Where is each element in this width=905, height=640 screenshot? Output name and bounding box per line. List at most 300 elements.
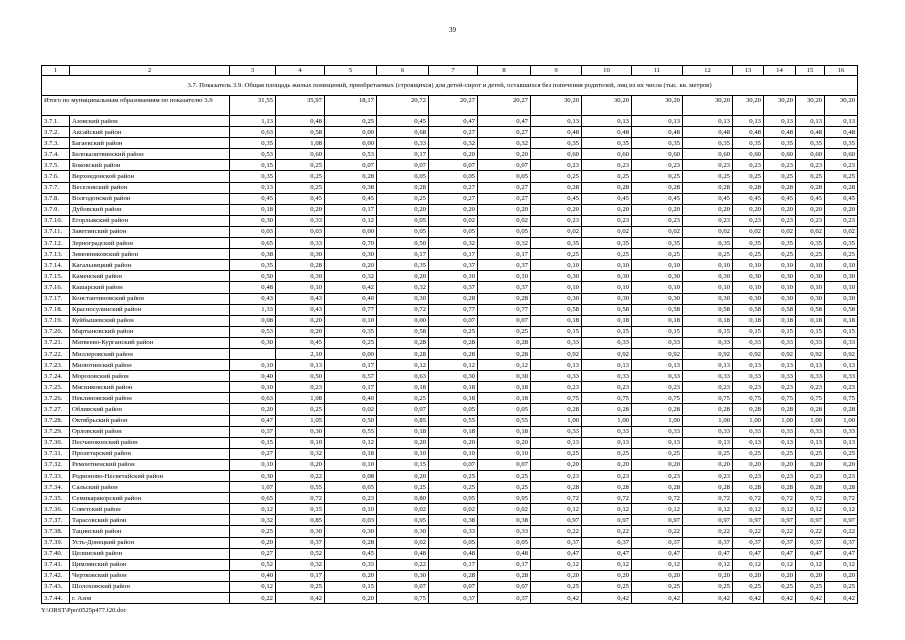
value-cell: 0,02	[582, 226, 632, 237]
header-cell: 6	[377, 66, 429, 76]
value-cell: 0,40	[230, 371, 276, 382]
total-value-cell: 30,20	[683, 96, 733, 116]
header-cell: 1	[42, 66, 70, 76]
value-cell: 0,12	[733, 504, 764, 515]
value-cell: 0,28	[429, 570, 478, 581]
value-cell: 0,47	[683, 548, 733, 559]
value-cell: 0,28	[377, 337, 429, 348]
value-cell: 0,25	[733, 249, 764, 260]
value-cell: 0,25	[429, 326, 478, 337]
value-cell: 0,28	[531, 182, 582, 193]
district-name: Кашарский район	[70, 282, 230, 293]
value-cell: 0,25	[764, 581, 796, 592]
district-name: Красносулинский район	[70, 304, 230, 315]
value-cell: 0,10	[796, 260, 825, 271]
value-cell: 0,60	[825, 149, 858, 160]
value-cell: 0,72	[683, 493, 733, 504]
value-cell: 0,30	[325, 249, 377, 260]
district-name: Целинский район	[70, 548, 230, 559]
value-cell: 0,95	[429, 493, 478, 504]
value-cell: 0,05	[478, 404, 531, 415]
value-cell: 0,42	[796, 593, 825, 604]
value-cell: 0,72	[582, 493, 632, 504]
value-cell: 0,18	[582, 315, 632, 326]
value-cell: 0,35	[230, 260, 276, 271]
value-cell: 0,58	[582, 304, 632, 315]
value-cell: 0,42	[733, 593, 764, 604]
value-cell: 0,30	[733, 271, 764, 282]
value-cell: 0,10	[825, 282, 858, 293]
value-cell: 0,00	[325, 127, 377, 138]
value-cell: 0,12	[429, 360, 478, 371]
value-cell: 0,25	[429, 482, 478, 493]
value-cell: 0,72	[377, 304, 429, 315]
value-cell: 0,58	[825, 304, 858, 315]
row-code: 3.7.43.	[42, 581, 70, 592]
header-cell: 2	[70, 66, 230, 76]
value-cell: 0,15	[764, 326, 796, 337]
value-cell: 0,32	[325, 271, 377, 282]
value-cell: 0,22	[276, 471, 325, 482]
value-cell: 0,35	[825, 138, 858, 149]
value-cell: 0,20	[531, 459, 582, 470]
value-cell: 1,00	[733, 415, 764, 426]
row-code: 3.7.44.	[42, 593, 70, 604]
table-row	[42, 493, 858, 504]
table-row	[42, 581, 858, 592]
value-cell: 0,22	[796, 526, 825, 537]
value-cell: 0,18	[632, 315, 683, 326]
row-code: 3.7.22.	[42, 348, 70, 359]
table-row	[42, 282, 858, 293]
value-cell: 0,23	[632, 382, 683, 393]
value-cell: 0,18	[478, 382, 531, 393]
value-cell: 0,17	[429, 559, 478, 570]
value-cell: 0,28	[796, 404, 825, 415]
row-code: 3.7.21.	[42, 337, 70, 348]
value-cell: 0,75	[377, 593, 429, 604]
value-cell: 0,15	[683, 326, 733, 337]
value-cell: 0,33	[531, 337, 582, 348]
value-cell: 0,58	[632, 304, 683, 315]
value-cell: 0,25	[764, 249, 796, 260]
value-cell: 0,25	[276, 581, 325, 592]
row-code: 3.7.35.	[42, 493, 70, 504]
row-code: 3.7.13.	[42, 249, 70, 260]
total-value-cell: 31,55	[230, 96, 276, 116]
value-cell: 0,28	[429, 293, 478, 304]
value-cell: 0,25	[632, 581, 683, 592]
value-cell: 0,15	[582, 326, 632, 337]
value-cell: 0,13	[764, 437, 796, 448]
value-cell: 0,20	[733, 459, 764, 470]
file-path-footer: Y:\ORST\Ppo\0525p477.f20.doc	[41, 607, 127, 614]
value-cell: 0,25	[683, 249, 733, 260]
value-cell: 0,08	[325, 471, 377, 482]
district-name: Морозовский район	[70, 371, 230, 382]
row-code: 3.7.8.	[42, 193, 70, 204]
value-cell: 0,48	[632, 127, 683, 138]
value-cell: 0,30	[325, 526, 377, 537]
district-name: Константиновский район	[70, 293, 230, 304]
value-cell: 0,28	[531, 482, 582, 493]
value-cell: 0,33	[276, 238, 325, 249]
value-cell: 0,25	[825, 171, 858, 182]
value-cell: 1,13	[230, 116, 276, 127]
value-cell: 0,37	[478, 593, 531, 604]
value-cell: 0,35	[531, 238, 582, 249]
value-cell: 0,12	[683, 504, 733, 515]
value-cell: 0,30	[377, 570, 429, 581]
value-cell: 0,92	[531, 348, 582, 359]
value-cell: 0,28	[733, 182, 764, 193]
value-cell: 0,17	[377, 249, 429, 260]
row-code: 3.7.2.	[42, 127, 70, 138]
row-code: 3.7.32.	[42, 459, 70, 470]
value-cell: 0,25	[531, 249, 582, 260]
value-cell: 0,50	[230, 271, 276, 282]
value-cell: 0,12	[478, 360, 531, 371]
value-cell: 0,02	[429, 504, 478, 515]
value-cell: 0,53	[325, 149, 377, 160]
value-cell: 0,97	[825, 515, 858, 526]
value-cell: 0,30	[796, 271, 825, 282]
value-cell: 0,30	[276, 249, 325, 260]
value-cell: 0,22	[377, 559, 429, 570]
value-cell: 0,33	[764, 371, 796, 382]
value-cell: 0,13	[632, 360, 683, 371]
value-cell: 0,28	[582, 182, 632, 193]
value-cell: 0,30	[478, 371, 531, 382]
value-cell: 0,45	[733, 193, 764, 204]
value-cell: 0,12	[764, 559, 796, 570]
district-name: Тарасовский район	[70, 515, 230, 526]
value-cell: 0,12	[531, 559, 582, 570]
value-cell: 0,30	[764, 271, 796, 282]
value-cell: 0,20	[230, 537, 276, 548]
value-cell: 0,23	[683, 471, 733, 482]
value-cell: 0,63	[377, 371, 429, 382]
row-code: 3.7.10.	[42, 215, 70, 226]
value-cell: 0,38	[230, 249, 276, 260]
value-cell: 0,35	[325, 326, 377, 337]
value-cell: 0,42	[325, 282, 377, 293]
value-cell: 2,10	[276, 348, 325, 359]
value-cell: 0,48	[377, 548, 429, 559]
table-row	[42, 404, 858, 415]
value-cell: 0,23	[531, 382, 582, 393]
value-cell: 0,25	[764, 171, 796, 182]
value-cell: 0,10	[531, 260, 582, 271]
value-cell: 0,07	[478, 581, 531, 592]
value-cell: 0,58	[764, 304, 796, 315]
value-cell: 0,17	[325, 204, 377, 215]
value-cell: 0,52	[276, 548, 325, 559]
district-name: Милютинский район	[70, 360, 230, 371]
value-cell: 0,20	[796, 204, 825, 215]
value-cell: 0,18	[377, 382, 429, 393]
value-cell: 0,25	[632, 249, 683, 260]
value-cell: 0,12	[531, 504, 582, 515]
value-cell: 0,30	[825, 271, 858, 282]
value-cell: 0,37	[478, 260, 531, 271]
value-cell: 0,23	[632, 471, 683, 482]
value-cell: 0,53	[230, 326, 276, 337]
value-cell: 0,12	[632, 504, 683, 515]
value-cell: 0,63	[230, 393, 276, 404]
value-cell: 0,10	[582, 282, 632, 293]
value-cell: 0,35	[733, 238, 764, 249]
value-cell: 0,60	[632, 149, 683, 160]
value-cell: 0,13	[276, 360, 325, 371]
value-cell: 0,30	[276, 271, 325, 282]
value-cell: 0,05	[377, 226, 429, 237]
value-cell: 0,30	[230, 215, 276, 226]
value-cell: 0,25	[683, 448, 733, 459]
value-cell: 0,10	[230, 360, 276, 371]
value-cell: 1,00	[582, 415, 632, 426]
value-cell: 0,23	[796, 160, 825, 171]
total-value-cell: 30,20	[733, 96, 764, 116]
header-cell: 13	[733, 66, 764, 76]
value-cell: 0,10	[531, 282, 582, 293]
value-cell: 0,28	[429, 348, 478, 359]
value-cell: 0,05	[478, 171, 531, 182]
value-cell: 0,03	[325, 515, 377, 526]
district-name: Боковский район	[70, 160, 230, 171]
value-cell: 0,25	[825, 249, 858, 260]
value-cell: 0,70	[325, 238, 377, 249]
value-cell: 0,45	[377, 116, 429, 127]
value-cell: 0,33	[632, 337, 683, 348]
value-cell: 0,25	[531, 448, 582, 459]
row-code: 3.7.14.	[42, 260, 70, 271]
row-code: 3.7.20.	[42, 326, 70, 337]
value-cell: 0,13	[531, 360, 582, 371]
value-cell: 0,45	[582, 193, 632, 204]
value-cell: 0,20	[764, 570, 796, 581]
value-cell: 0,03	[230, 226, 276, 237]
value-cell: 0,33	[764, 337, 796, 348]
value-cell: 0,17	[276, 570, 325, 581]
value-cell: 0,37	[478, 282, 531, 293]
value-cell: 0,13	[733, 437, 764, 448]
row-code: 3.7.3.	[42, 138, 70, 149]
value-cell: 0,10	[276, 282, 325, 293]
value-cell: 0,37	[429, 593, 478, 604]
total-row	[42, 96, 858, 116]
value-cell: 0,30	[796, 293, 825, 304]
value-cell: 0,58	[683, 304, 733, 315]
value-cell: 0,20	[276, 315, 325, 326]
section-title: 3.7. Показатель 3.9. Общая площадь жилых помещений, приобретаемых (строящихся) для детей-сирот и детей, оставшихся без попечения родителей, лиц из их числа (тыс. кв. метров)	[42, 76, 858, 96]
value-cell: 0,47	[478, 116, 531, 127]
value-cell: 0,63	[230, 127, 276, 138]
header-cell: 10	[582, 66, 632, 76]
value-cell: 0,25	[377, 482, 429, 493]
value-cell: 0,12	[582, 559, 632, 570]
value-cell: 0,20	[733, 570, 764, 581]
value-cell: 0,12	[325, 437, 377, 448]
value-cell: 0,02	[478, 504, 531, 515]
district-name: Шолоховский район	[70, 581, 230, 592]
value-cell: 0,07	[478, 459, 531, 470]
value-cell: 0,13	[796, 437, 825, 448]
value-cell: 0,25	[325, 116, 377, 127]
value-cell: 0,15	[325, 581, 377, 592]
value-cell: 0,20	[582, 204, 632, 215]
value-cell: 0,32	[478, 238, 531, 249]
district-name: Мартыновский район	[70, 326, 230, 337]
row-code: 3.7.19.	[42, 315, 70, 326]
value-cell: 0,07	[429, 160, 478, 171]
value-cell: 0,13	[825, 116, 858, 127]
value-cell: 0,23	[764, 215, 796, 226]
value-cell: 0,07	[478, 160, 531, 171]
value-cell: 0,25	[531, 171, 582, 182]
value-cell: 0,58	[276, 127, 325, 138]
value-cell: 0,33	[825, 337, 858, 348]
total-value-cell: 35,97	[276, 96, 325, 116]
table-row	[42, 249, 858, 260]
value-cell: 0,20	[632, 459, 683, 470]
value-cell: 0,27	[230, 548, 276, 559]
value-cell: 0,50	[377, 238, 429, 249]
district-name: Мясниковский район	[70, 382, 230, 393]
value-cell: 0,37	[796, 537, 825, 548]
value-cell: 0,20	[825, 204, 858, 215]
value-cell: 0,10	[478, 448, 531, 459]
value-cell: 0,35	[632, 138, 683, 149]
value-cell: 0,23	[683, 160, 733, 171]
district-name: Ремонтненский район	[70, 459, 230, 470]
value-cell: 0,20	[683, 459, 733, 470]
value-cell: 0,72	[764, 493, 796, 504]
district-name: Неклиновский район	[70, 393, 230, 404]
value-cell: 0,13	[582, 437, 632, 448]
value-cell: 0,33	[582, 371, 632, 382]
district-name: Обливский район	[70, 404, 230, 415]
value-cell: 0,20	[276, 459, 325, 470]
value-cell: 0,33	[683, 426, 733, 437]
section-title-row	[42, 76, 858, 96]
table-row	[42, 426, 858, 437]
value-cell: 0,12	[582, 504, 632, 515]
value-cell: 0,20	[377, 471, 429, 482]
value-cell: 0,15	[632, 326, 683, 337]
value-cell: 0,23	[531, 471, 582, 482]
value-cell: 0,12	[733, 559, 764, 570]
value-cell: 0,30	[276, 526, 325, 537]
value-cell: 0,13	[825, 360, 858, 371]
value-cell: 0,02	[478, 215, 531, 226]
value-cell: 0,45	[796, 193, 825, 204]
value-cell: 0,37	[733, 537, 764, 548]
value-cell: 0,33	[377, 138, 429, 149]
table-row	[42, 526, 858, 537]
district-name: Азовский район	[70, 116, 230, 127]
value-cell: 0,48	[733, 127, 764, 138]
value-cell: 0,00	[325, 226, 377, 237]
value-cell: 0,20	[632, 204, 683, 215]
row-code: 3.7.23.	[42, 360, 70, 371]
value-cell: 0,05	[377, 215, 429, 226]
value-cell: 0,28	[478, 293, 531, 304]
value-cell: 0,58	[531, 304, 582, 315]
value-cell: 0,28	[632, 182, 683, 193]
value-cell: 0,43	[276, 304, 325, 315]
value-cell: 0,80	[377, 493, 429, 504]
value-cell: 0,10	[764, 282, 796, 293]
value-cell: 0,33	[733, 371, 764, 382]
value-cell: 0,05	[478, 226, 531, 237]
value-cell: 0,02	[683, 226, 733, 237]
value-cell: 0,33	[429, 526, 478, 537]
value-cell: 0,37	[276, 537, 325, 548]
value-cell: 0,48	[683, 127, 733, 138]
value-cell: 0,10	[377, 448, 429, 459]
value-cell: 0,42	[632, 593, 683, 604]
value-cell: 1,07	[230, 482, 276, 493]
value-cell: 0,35	[531, 138, 582, 149]
table-row	[42, 149, 858, 160]
value-cell: 0,30	[632, 271, 683, 282]
value-cell: 0,30	[531, 293, 582, 304]
value-cell: 0,58	[796, 304, 825, 315]
value-cell: 0,30	[377, 526, 429, 537]
row-code: 3.7.7.	[42, 182, 70, 193]
value-cell: 0,30	[632, 293, 683, 304]
value-cell: 0,30	[531, 271, 582, 282]
value-cell: 0,23	[582, 160, 632, 171]
district-name: Багаевский район	[70, 138, 230, 149]
value-cell: 0,32	[377, 282, 429, 293]
value-cell: 0,37	[582, 537, 632, 548]
value-cell: 0,18	[478, 426, 531, 437]
value-cell: 0,23	[632, 215, 683, 226]
value-cell: 0,97	[683, 515, 733, 526]
value-cell: 0,48	[230, 282, 276, 293]
value-cell: 0,28	[683, 182, 733, 193]
header-cell: 12	[683, 66, 733, 76]
value-cell: 0,92	[796, 348, 825, 359]
district-name: Дубовский район	[70, 204, 230, 215]
value-cell: 0,25	[796, 249, 825, 260]
value-cell: 0,25	[276, 404, 325, 415]
value-cell: 0,13	[230, 182, 276, 193]
total-value-cell: 30,20	[825, 96, 858, 116]
value-cell: 0,23	[582, 471, 632, 482]
value-cell: 0,07	[377, 581, 429, 592]
value-cell: 0,27	[230, 448, 276, 459]
value-cell: 0,28	[796, 182, 825, 193]
value-cell: 0,37	[764, 537, 796, 548]
value-cell: 0,27	[429, 182, 478, 193]
value-cell: 0,25	[796, 448, 825, 459]
value-cell: 0,05	[429, 404, 478, 415]
value-cell: 0,92	[582, 348, 632, 359]
value-cell: 0,97	[632, 515, 683, 526]
value-cell: 0,15	[733, 326, 764, 337]
value-cell: 1,08	[276, 138, 325, 149]
row-code: 3.7.27.	[42, 404, 70, 415]
value-cell: 0,28	[582, 482, 632, 493]
value-cell: 0,13	[683, 116, 733, 127]
value-cell: 0,35	[582, 238, 632, 249]
value-cell: 0,55	[478, 415, 531, 426]
value-cell: 0,25	[683, 171, 733, 182]
value-cell: 0,25	[276, 171, 325, 182]
